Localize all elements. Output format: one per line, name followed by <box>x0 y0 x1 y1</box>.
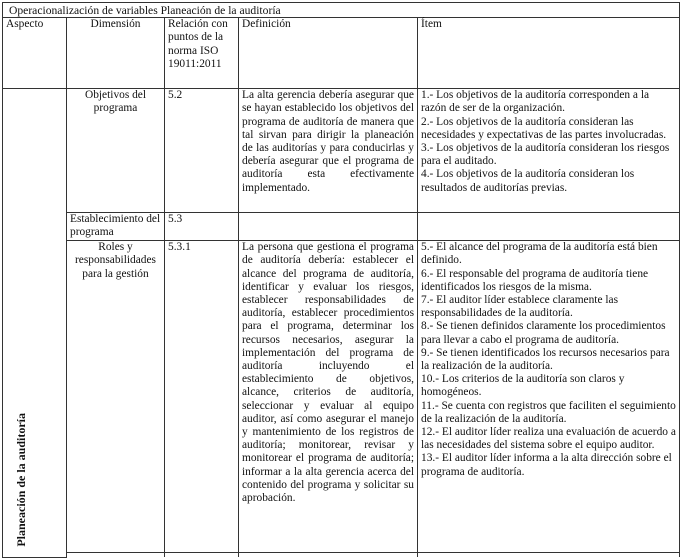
definicion-cell: La persona que gestiona el programa de auditoría debería: establecer el alcance del programa de auditoría, identificar y evaluar los riesgos, establecer responsabilidades de auditoría, establecer procedimientos para el programa, determinar los recursos necesarios, asegurar la implementación del programa de auditoría incluyendo el establecimiento de objetivos, alcance, criterios de auditoría, seleccionar y evaluar al equipo auditor, así como asegurar el manejo y mantenimiento de los registros de auditoría; monitorear, revisar y monitorear el programa de auditoría; informar a la alta gerencia acerca del contenido del programa y solicitar su aprobación. <box>239 241 418 553</box>
operationalization-table <box>2 2 680 558</box>
aspecto-cell <box>3 89 67 558</box>
aspecto-label: Planeación de la auditoría <box>14 413 28 547</box>
table-title: Operacionalización de variables Planeación de la auditoría <box>3 3 680 18</box>
list-item: 1.- Los objetivos de la auditoría corresponden a la razón de ser de la organización. <box>421 89 650 115</box>
header-item: Ítem <box>418 18 680 89</box>
list-item: 7.- El auditor líder establece claramente las responsabilidades de la auditoría. <box>421 294 619 320</box>
list-item: 5.- El alcance del programa de la auditoría está bien definido. <box>421 241 658 267</box>
list-item: 6.- El responsable del programa de auditoría tiene identificados los riesgos de la misma. <box>421 267 649 293</box>
list-item: 12.- El auditor líder realiza una evaluación de acuerdo a las necesidades del sistema sobre el equipo auditor. <box>421 426 676 452</box>
trailing-cell <box>67 553 165 558</box>
list-item: 4.- Los objetivos de la auditoría consideran los resultados de auditorías previas. <box>421 168 635 194</box>
trailing-cell <box>165 553 239 558</box>
dimension-cell: Establecimiento del programa <box>67 213 165 241</box>
list-item: 8.- Se tienen definidos claramente los procedimientos para llevar a cabo el programa de auditoría. <box>421 320 666 346</box>
header-relacion: Relación con puntos de la norma ISO 19011:2011 <box>165 18 239 89</box>
list-item: 3.- Los objetivos de la auditoría consideran los riesgos para el auditado. <box>421 142 670 168</box>
operationalization-table-page <box>2 2 679 554</box>
items-cell <box>418 241 680 553</box>
header-aspecto: Aspecto <box>3 18 67 89</box>
definicion-cell <box>239 213 418 241</box>
trailing-row <box>3 553 680 558</box>
list-item: 11.- Se cuenta con registros que faciliten el seguimiento de la realización de la auditoría. <box>421 399 676 425</box>
trailing-cell <box>239 553 418 558</box>
trailing-cell <box>418 553 680 558</box>
items-cell <box>418 89 680 213</box>
table-row <box>3 213 680 241</box>
table-row <box>3 241 680 553</box>
header-definicion: Definición <box>239 18 418 89</box>
table-row <box>3 89 680 213</box>
dimension-cell: Objetivos del programa <box>67 89 165 213</box>
norma-cell: 5.2 <box>165 89 239 213</box>
dimension-cell: Roles y responsabilidades para la gestión <box>67 241 165 553</box>
items-cell <box>418 213 680 241</box>
norma-cell: 5.3 <box>165 213 239 241</box>
table-caption-row <box>3 3 680 18</box>
header-dimension: Dimensión <box>67 18 165 89</box>
definicion-cell: La alta gerencia debería asegurar que se hayan establecido los objetivos del programa de auditoría de manera que tal sirvan para dirigir la planeación de las auditorías y para conducirlas y debería asegurar que el programa de auditoría esta efectivamente implementado. <box>239 89 418 213</box>
list-item: 9.- Se tienen identificados los recursos necesarios para la realización de la auditoría. <box>421 346 670 373</box>
list-item: 10.- Los criterios de la auditoría son claros y homogéneos. <box>421 373 625 399</box>
list-item: 2.- Los objetivos de la auditoría consideran las necesidades y expectativas de las partes involucradas. <box>421 115 667 141</box>
list-item: 13.- El auditor líder informa a la alta dirección sobre el programa de auditoría. <box>421 452 672 478</box>
header-row <box>3 18 680 89</box>
norma-cell: 5.3.1 <box>165 241 239 553</box>
